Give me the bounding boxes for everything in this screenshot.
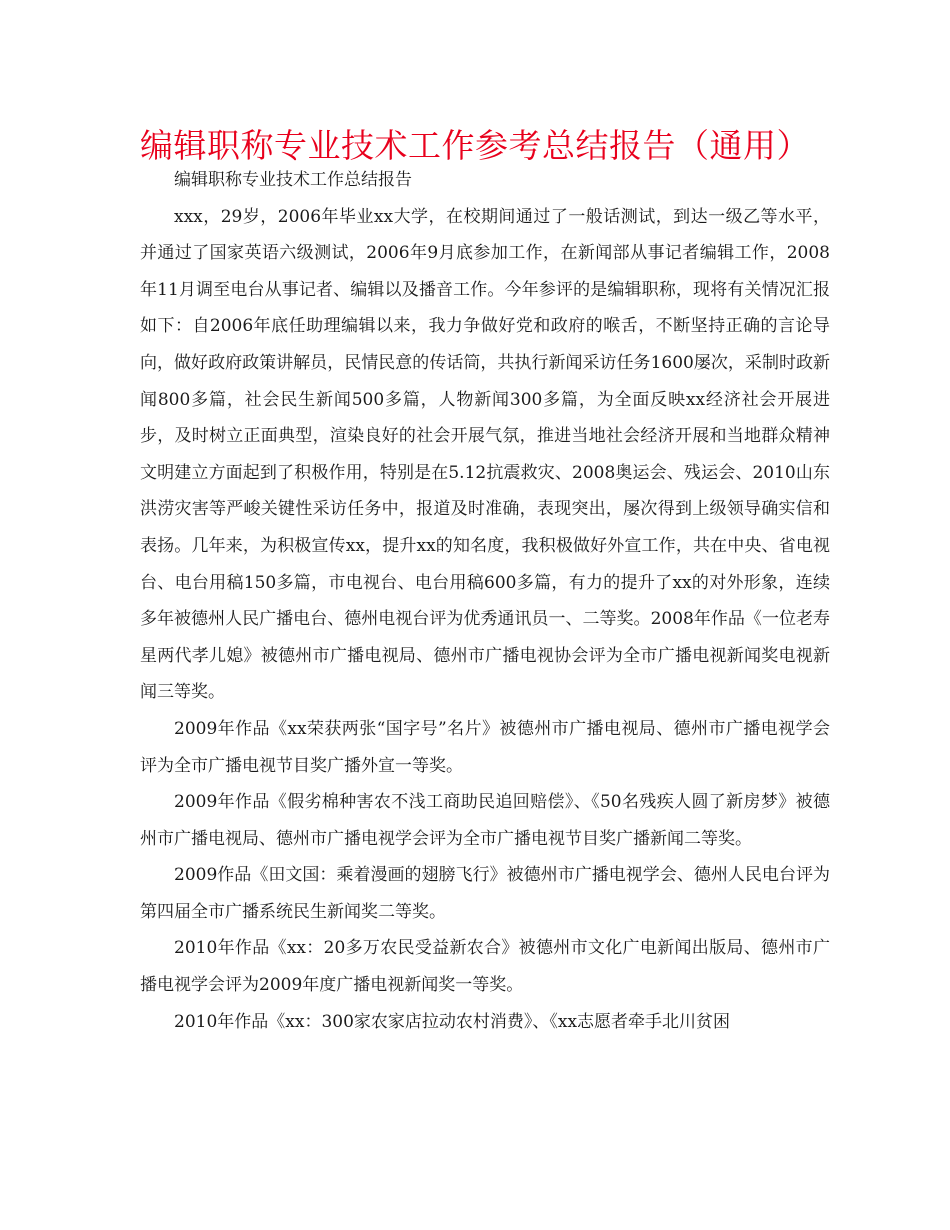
subtitle-paragraph: 编辑职称专业技术工作总结报告 [174,170,412,190]
body-paragraph: 2009年作品《xx荣获两张“国字号”名片》被德州市广播电视局、德州市广播电视学会评为全市广播电视节目奖广播外宣一等奖。 [140,718,830,776]
document-body [140,162,830,1040]
body-paragraph: 2010年作品《xx：300家农家店拉动农村消费》、《xx志愿者牵手北川贫困 [174,1011,731,1032]
body-paragraph: 2009作品《田文国：乘着漫画的翅膀飞行》被德州市广播电视学会、德州人民电台评为第四届全市广播系统民生新闻奖二等奖。 [140,865,830,922]
document-title: 编辑职称专业技术工作参考总结报告（通用） [140,126,810,165]
body-paragraph: 2010年作品《xx：20多万农民受益新农合》被德州市文化广电新闻出版局、德州市广播电视学会评为2009年度广播电视新闻奖一等奖。 [140,938,830,996]
body-paragraph: 2009年作品《假劣棉种害农不浅工商助民追回赔偿》、《50名残疾人圆了新房梦》被德州市广播电视局、德州市广播电视学会评为全市广播电视节目奖广播新闻二等奖。 [140,792,830,849]
body-paragraph: xxx，29岁，2006年毕业xx大学，在校期间通过了一般话测试，到达一级乙等水平，并通过了国家英语六级测试，2006年9月底参加工作，在新闻部从事记者编辑工作，2008年11月调至电台从事记者、编辑以及播音工作。今年参评的是编辑职称，现将有关情况汇报如下：自2006年底任助理编辑以来，我力争做好党和政府的喉舌，不断坚持正确的言论导向，做好政府政策讲解员，民情民意的传话筒，共执行新闻采访任务1600屡次，采制时政新闻800多篇，社会民生新闻500多篇，人物新闻300多篇，为全面反映xx经济社会开展进步，及时树立正面典型，渲染良好的社会开展气氛，推进当地社会经济开展和当地群众精神文明建立方面起到了积极作用，特别是在5.12抗震救灾、2008奥运会、残运会、2010山东洪涝灾害等严峻关键性采访任务中，报道及时准确，表现突出，屡次得到上级领导确实信和表扬。几年来，为积极宣传xx，提升xx的知名度，我积极做好外宣工作，共在中央、省电视台、电台用稿150多篇，市电视台、电台用稿600多篇，有力的提升了xx的对外形象，连续多年被德州人民广播电台、德州电视台评为优秀通讯员一、二等奖。2008年作品《一位老寿星两代孝儿媳》被德州市广播电视局、德州市广播电视协会评为全市广播电视新闻奖电视新闻三等奖。 [140,206,830,703]
